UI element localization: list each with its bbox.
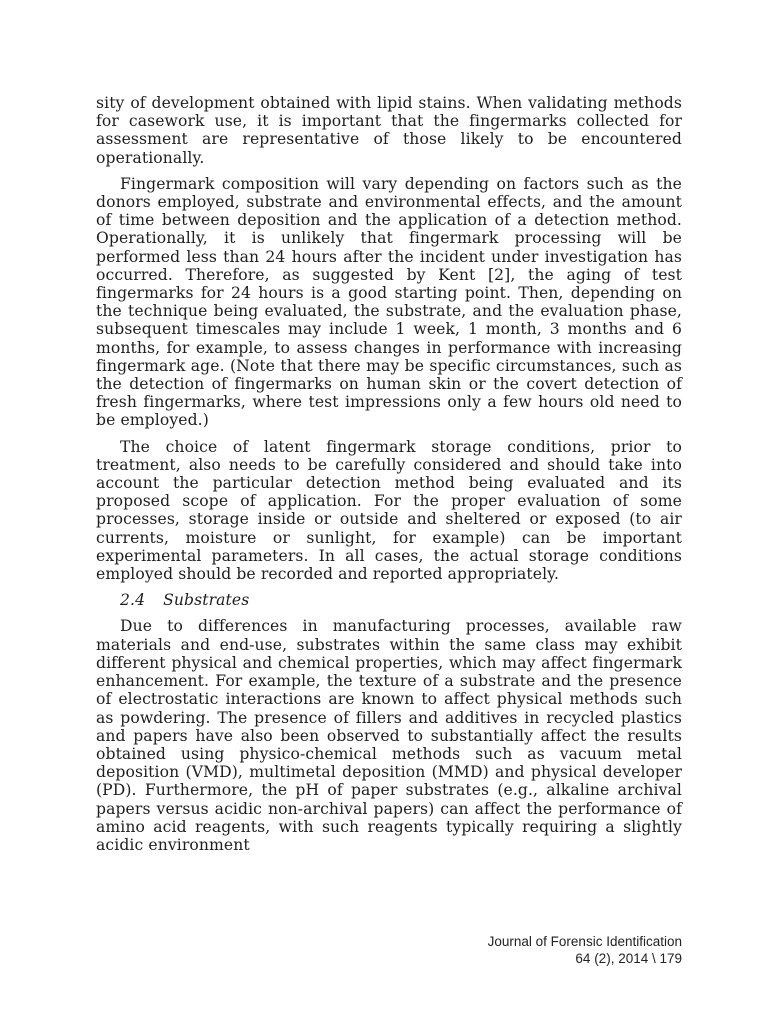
paragraph: Fingermark composition will vary depending on factors such as the donors employed, substrate and environmental effects, and the amount of time between deposition and the application of a detection method. Operationally, it is unlikely that fingermark processing will be performed less than 24 hours after the incident under investigation has occurred. Therefore, as suggested by Kent [2], the aging of test fingermarks for 24 hours is a good starting point. Then, depending on the technique being evaluated, the substrate, and the evaluation phase, subsequent timescales may include 1 week, 1 month, 3 months and 6 months, for example, to assess changes in performance with increasing fingermark age. (Note that there may be specific circumstances, such as the detection of fingermarks on human skin or the covert detection of fresh fingermarks, where test impressions only a few hours old need to be employed.) <box>96 174 682 430</box>
paragraph: Due to differences in manufacturing processes, available raw materials and end-use, substrates within the same class may exhibit different physical and chemical properties, which may affect fingermark enhancement. For example, the texture of a substrate and the presence of electrostatic interactions are known to affect physical methods such as powdering. The presence of fillers and additives in recycled plastics and papers have also been observed to substantially affect the results obtained using physico-chemical methods such as vacuum metal deposition (VMD), multimetal deposition (MMD) and physical developer (PD). Furthermore, the pH of paper substrates (e.g., alkaline archival papers versus acidic non-archival papers) can affect the performance of amino acid reagents, with such reagents typically requiring a slightly acidic environment <box>96 617 682 854</box>
body-text <box>96 94 682 862</box>
paragraph: sity of development obtained with lipid stains. When validating methods for casework use, it is important that the fingermarks collected for assessment are representative of those likely to be encountered operationally. <box>96 94 682 167</box>
section-title: Substrates <box>163 591 250 610</box>
section-heading <box>96 591 682 609</box>
paragraph: The choice of latent fingermark storage conditions, prior to treatment, also needs to be carefully considered and should take into account the particular detection method being evaluated and its proposed scope of application. For the proper evaluation of some processes, storage inside or outside and sheltered or exposed (to air currents, moisture or sunlight, for example) can be important experimental parameters. In all cases, the actual storage conditions employed should be recorded and reported appropriately. <box>96 437 682 584</box>
volume-page-citation: 64 (2), 2014 \ 179 <box>575 951 682 966</box>
section-number: 2.4 <box>120 591 146 610</box>
page-footer <box>488 933 682 967</box>
journal-name: Journal of Forensic Identification <box>487 934 682 949</box>
